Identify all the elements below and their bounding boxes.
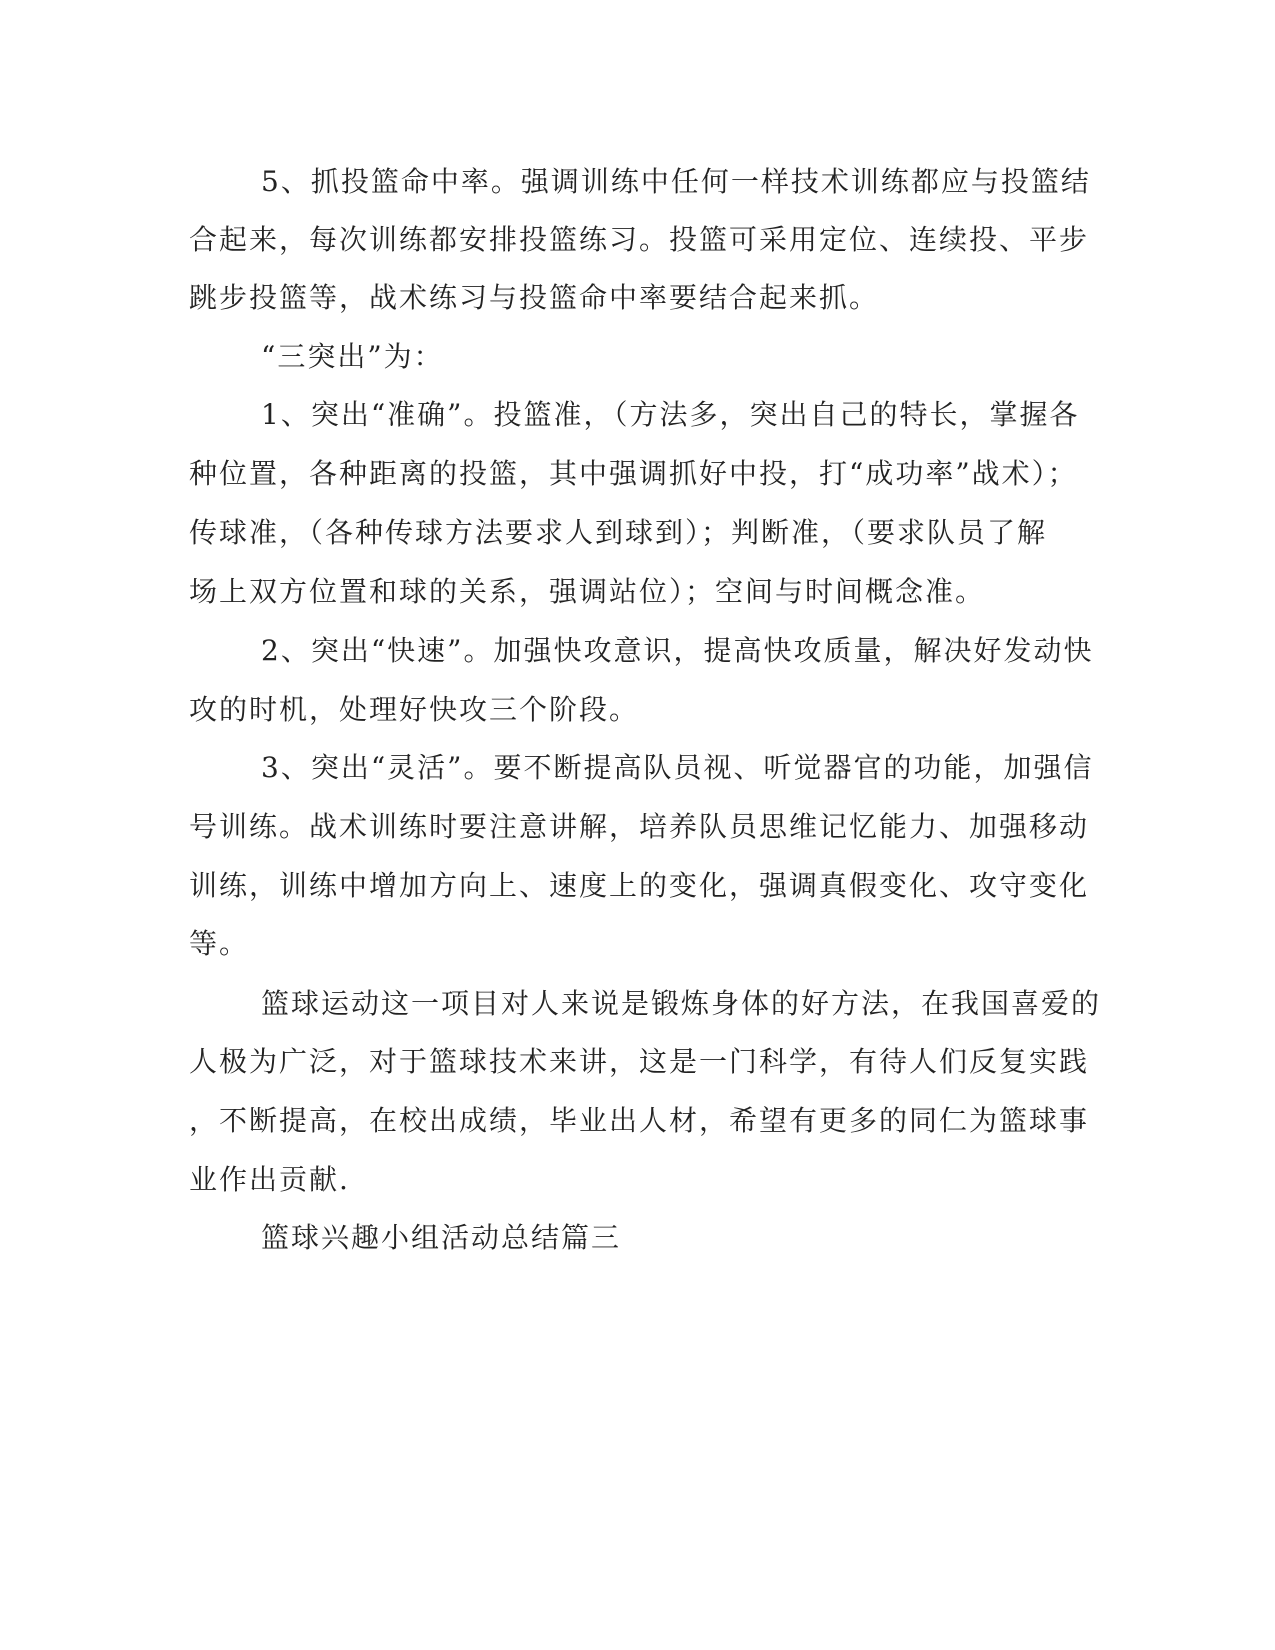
paragraph-line: 业作出贡献.	[189, 1163, 350, 1196]
paragraph-line: 人极为广泛，对于篮球技术来讲，这是一门科学，有待人们反复实践	[189, 1045, 1090, 1078]
paragraph-line: 传球准，（各种传球方法要求人到球到）；判断准，（要求队员了解	[189, 516, 1048, 549]
paragraph-line: 2、突出“快速”。加强快攻意识，提高快攻质量，解决好发动快	[261, 634, 1094, 667]
paragraph-line: 5、抓投篮命中率。强调训练中任何一样技术训练都应与投篮结	[261, 165, 1091, 198]
paragraph-line: 等。	[189, 927, 250, 960]
paragraph-line: 合起来，每次训练都安排投篮练习。投篮可采用定位、连续投、平步	[189, 223, 1090, 256]
paragraph-line: 1、突出“准确”。投篮准，（方法多，突出自己的特长，掌握各	[261, 398, 1080, 431]
paragraph-line: 篮球运动这一项目对人来说是锻炼身体的好方法，在我国喜爱的	[261, 987, 1102, 1020]
paragraph-line: ，不断提高，在校出成绩，毕业出人材，希望有更多的同仁为篮球事	[189, 1104, 1090, 1137]
paragraph-line: 种位置，各种距离的投篮，其中强调抓好中投，打“成功率”战术）；	[189, 457, 1078, 490]
paragraph-line: “三突出”为：	[261, 340, 444, 373]
paragraph-line: 训练，训练中增加方向上、速度上的变化，强调真假变化、攻守变化	[189, 869, 1090, 902]
paragraph-line: 场上双方位置和球的关系，强调站位）；空间与时间概念准。	[189, 575, 986, 608]
paragraph-line: 跳步投篮等，战术练习与投篮命中率要结合起来抓。	[189, 281, 880, 314]
paragraph-line: 号训练。战术训练时要注意讲解，培养队员思维记忆能力、加强移动	[189, 810, 1090, 843]
section-heading: 篮球兴趣小组活动总结篇三	[261, 1221, 622, 1254]
paragraph-line: 3、突出“灵活”。要不断提高队员视、听觉器官的功能，加强信	[261, 751, 1094, 784]
paragraph-line: 攻的时机，处理好快攻三个阶段。	[189, 693, 640, 726]
